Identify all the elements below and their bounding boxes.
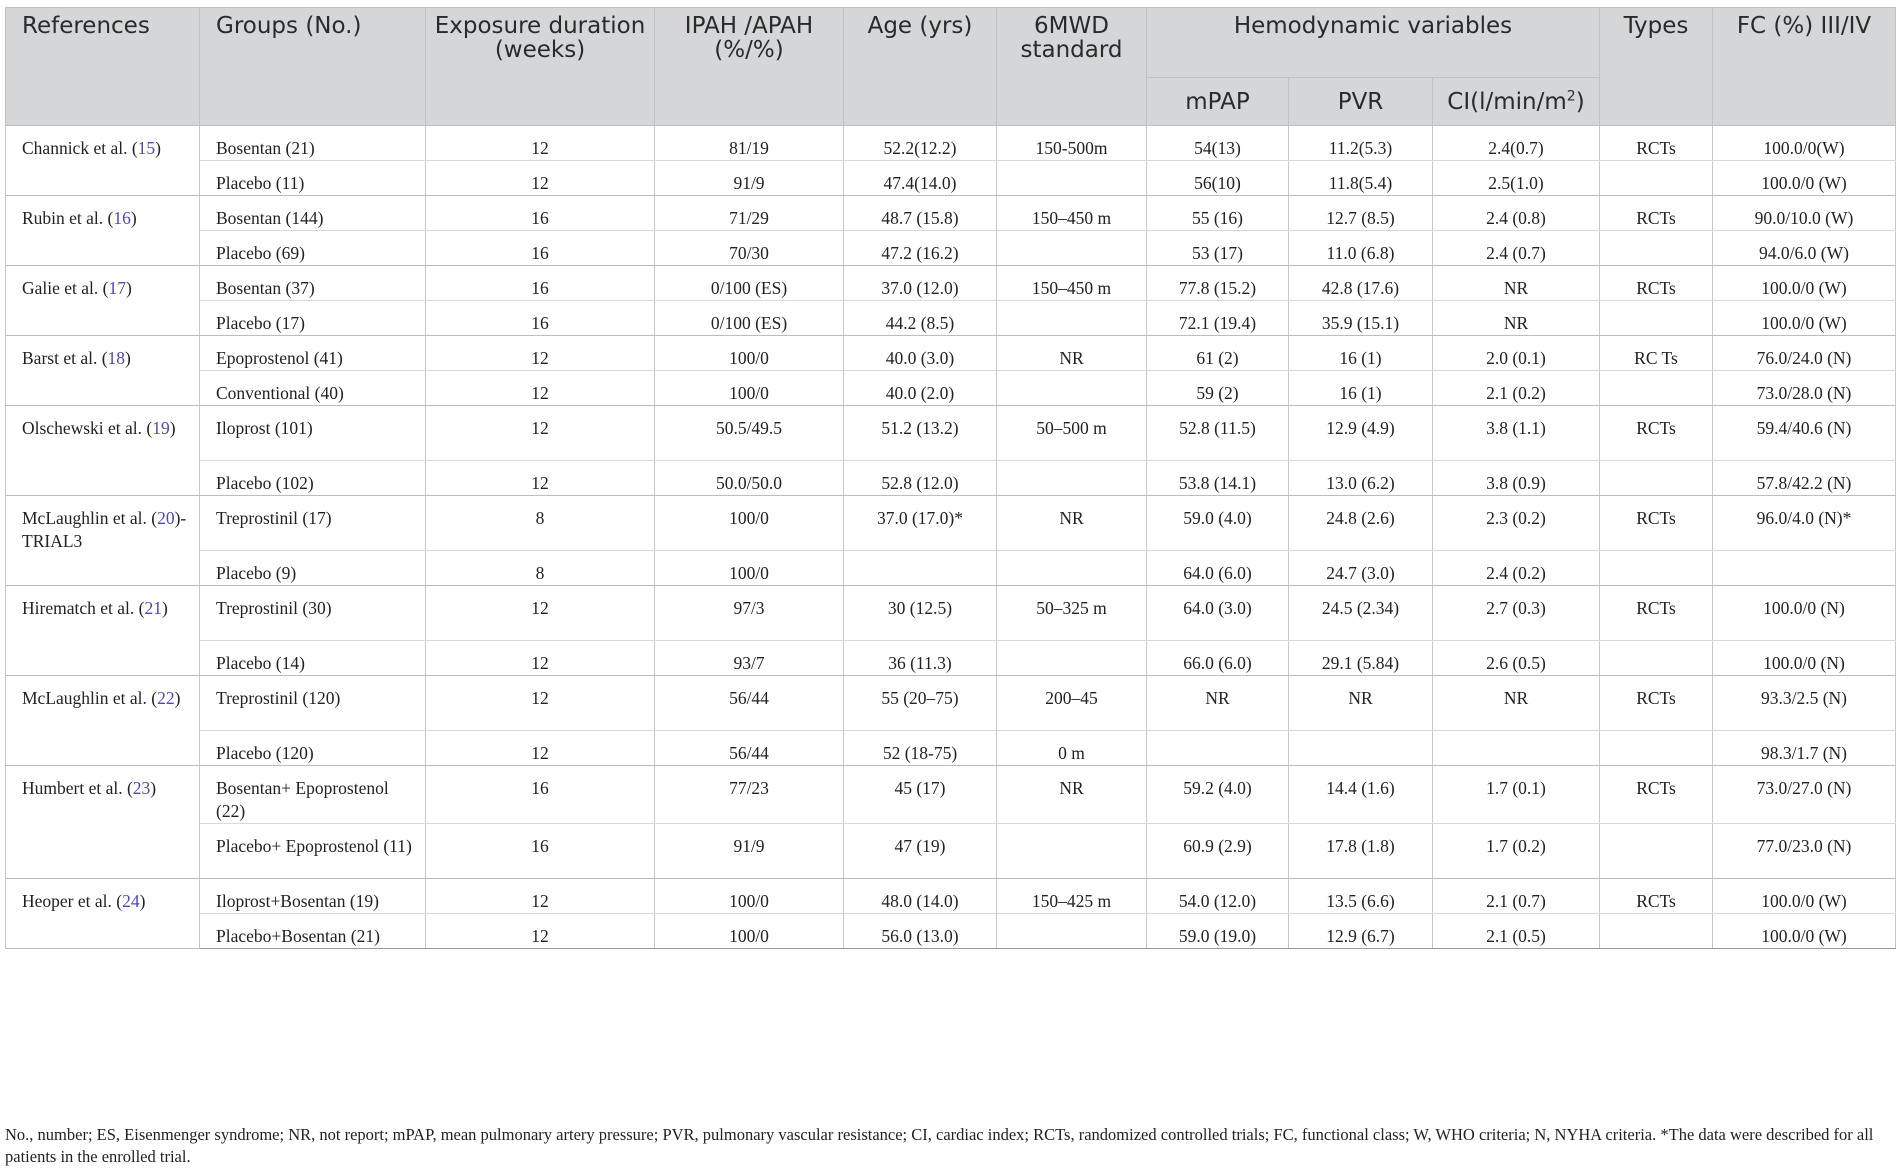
header-fc: FC (%) III/IV — [1713, 8, 1896, 126]
group-cell: Treprostinil (30) — [200, 586, 426, 641]
fc-cell: 77.0/23.0 (N) — [1713, 824, 1896, 879]
fc-cell: 100.0/0 (W) — [1713, 914, 1896, 949]
ci-cell — [1433, 731, 1600, 766]
ci-cell: 2.1 (0.2) — [1433, 371, 1600, 406]
pvr-cell: 42.8 (17.6) — [1289, 266, 1433, 301]
table-row — [6, 766, 1896, 824]
ipah-apah-cell: 71/29 — [655, 196, 844, 231]
types-cell — [1600, 641, 1713, 676]
pvr-cell: 29.1 (5.84) — [1289, 641, 1433, 676]
ipah-apah-cell: 100/0 — [655, 496, 844, 551]
fc-cell: 76.0/24.0 (N) — [1713, 336, 1896, 371]
exposure-cell: 12 — [426, 676, 655, 731]
mpap-cell: 61 (2) — [1147, 336, 1289, 371]
sixmwd-cell — [997, 461, 1147, 496]
mpap-cell: NR — [1147, 676, 1289, 731]
table-row — [6, 196, 1896, 231]
age-cell: 44.2 (8.5) — [844, 301, 997, 336]
exposure-cell: 12 — [426, 731, 655, 766]
group-cell: Placebo+ Epoprostenol (11) — [200, 824, 426, 879]
group-cell: Placebo (9) — [200, 551, 426, 586]
mpap-cell: 54(13) — [1147, 126, 1289, 161]
sixmwd-cell — [997, 371, 1147, 406]
citation-link[interactable]: 21 — [144, 598, 162, 618]
types-cell — [1600, 824, 1713, 879]
sixmwd-cell: 150-500m — [997, 126, 1147, 161]
types-cell: RCTs — [1600, 586, 1713, 641]
reference-cell: Galie et al. (17) — [6, 266, 200, 336]
citation-link[interactable]: 15 — [137, 138, 156, 158]
mpap-cell: 66.0 (6.0) — [1147, 641, 1289, 676]
age-cell: 45 (17) — [844, 766, 997, 824]
table-row — [6, 551, 1896, 586]
header-exposure: Exposure duration (weeks) — [426, 8, 655, 126]
ipah-apah-cell: 97/3 — [655, 586, 844, 641]
exposure-cell: 16 — [426, 196, 655, 231]
age-cell: 55 (20–75) — [844, 676, 997, 731]
reference-cell: Olschewski et al. (19) — [6, 406, 200, 496]
ipah-apah-cell: 56/44 — [655, 731, 844, 766]
mpap-cell: 64.0 (6.0) — [1147, 551, 1289, 586]
pvr-cell: 24.5 (2.34) — [1289, 586, 1433, 641]
ipah-apah-cell: 0/100 (ES) — [655, 301, 844, 336]
exposure-cell: 8 — [426, 496, 655, 551]
table-row — [6, 914, 1896, 949]
exposure-cell: 12 — [426, 641, 655, 676]
types-cell — [1600, 731, 1713, 766]
citation-link[interactable]: 20 — [157, 508, 175, 528]
age-cell: 52 (18-75) — [844, 731, 997, 766]
mpap-cell: 53 (17) — [1147, 231, 1289, 266]
citation-link[interactable]: 18 — [107, 348, 126, 368]
sixmwd-cell: 150–450 m — [997, 196, 1147, 231]
citation-link[interactable]: 16 — [113, 208, 131, 228]
types-cell: RC Ts — [1600, 336, 1713, 371]
age-cell — [844, 551, 997, 586]
mpap-cell: 56(10) — [1147, 161, 1289, 196]
group-cell: Placebo (102) — [200, 461, 426, 496]
ipah-apah-cell: 91/9 — [655, 161, 844, 196]
sixmwd-cell: 150–450 m — [997, 266, 1147, 301]
mpap-cell — [1147, 731, 1289, 766]
ci-cell: 2.7 (0.3) — [1433, 586, 1600, 641]
sixmwd-cell: NR — [997, 336, 1147, 371]
fc-cell: 100.0/0 (W) — [1713, 266, 1896, 301]
age-cell: 47 (19) — [844, 824, 997, 879]
reference-cell: Humbert et al. (23) — [6, 766, 200, 879]
types-cell: RCTs — [1600, 496, 1713, 551]
table-container — [5, 7, 1895, 949]
fc-cell: 100.0/0 (W) — [1713, 301, 1896, 336]
pvr-cell: 13.0 (6.2) — [1289, 461, 1433, 496]
ci-cell: 2.4 (0.8) — [1433, 196, 1600, 231]
age-cell: 48.0 (14.0) — [844, 879, 997, 914]
ipah-apah-cell: 100/0 — [655, 371, 844, 406]
ipah-apah-cell: 100/0 — [655, 336, 844, 371]
fc-cell: 93.3/2.5 (N) — [1713, 676, 1896, 731]
ci-cell: 2.1 (0.5) — [1433, 914, 1600, 949]
group-cell: Placebo+Bosentan (21) — [200, 914, 426, 949]
sixmwd-cell: 150–425 m — [997, 879, 1147, 914]
age-cell: 52.2(12.2) — [844, 126, 997, 161]
mpap-cell: 55 (16) — [1147, 196, 1289, 231]
group-cell: Placebo (14) — [200, 641, 426, 676]
table-row — [6, 676, 1896, 731]
types-cell — [1600, 231, 1713, 266]
exposure-cell: 16 — [426, 231, 655, 266]
exposure-cell: 12 — [426, 161, 655, 196]
header-references: References — [6, 8, 200, 126]
header-6mwd: 6MWD standard — [997, 8, 1147, 126]
group-cell: Bosentan (21) — [200, 126, 426, 161]
ipah-apah-cell: 91/9 — [655, 824, 844, 879]
ci-cell: NR — [1433, 301, 1600, 336]
fc-cell: 73.0/27.0 (N) — [1713, 766, 1896, 824]
sixmwd-cell: NR — [997, 496, 1147, 551]
age-cell: 37.0 (12.0) — [844, 266, 997, 301]
types-cell — [1600, 551, 1713, 586]
age-cell: 40.0 (2.0) — [844, 371, 997, 406]
fc-cell: 59.4/40.6 (N) — [1713, 406, 1896, 461]
group-cell: Treprostinil (17) — [200, 496, 426, 551]
age-cell: 51.2 (13.2) — [844, 406, 997, 461]
pvr-cell: 11.8(5.4) — [1289, 161, 1433, 196]
mpap-cell: 59.0 (4.0) — [1147, 496, 1289, 551]
fc-cell — [1713, 551, 1896, 586]
exposure-cell: 12 — [426, 586, 655, 641]
citation-link[interactable]: 24 — [122, 891, 140, 911]
reference-cell: McLaughlin et al. (22) — [6, 676, 200, 766]
citation-link[interactable]: 19 — [152, 418, 170, 438]
types-cell: RCTs — [1600, 196, 1713, 231]
exposure-cell: 12 — [426, 406, 655, 461]
mpap-cell: 72.1 (19.4) — [1147, 301, 1289, 336]
types-cell — [1600, 301, 1713, 336]
ci-cell: 2.1 (0.7) — [1433, 879, 1600, 914]
mpap-cell: 54.0 (12.0) — [1147, 879, 1289, 914]
group-cell: Placebo (120) — [200, 731, 426, 766]
header-groups: Groups (No.) — [200, 8, 426, 126]
table-row — [6, 641, 1896, 676]
types-cell — [1600, 914, 1713, 949]
mpap-cell: 52.8 (11.5) — [1147, 406, 1289, 461]
sixmwd-cell — [997, 824, 1147, 879]
table-row — [6, 301, 1896, 336]
table-row — [6, 586, 1896, 641]
pvr-cell: 12.9 (4.9) — [1289, 406, 1433, 461]
ci-cell: 2.0 (0.1) — [1433, 336, 1600, 371]
table-row — [6, 406, 1896, 461]
ci-cell: 1.7 (0.1) — [1433, 766, 1600, 824]
pvr-cell: 11.0 (6.8) — [1289, 231, 1433, 266]
group-cell: Iloprost+Bosentan (19) — [200, 879, 426, 914]
ci-cell: 2.6 (0.5) — [1433, 641, 1600, 676]
sixmwd-cell — [997, 641, 1147, 676]
age-cell: 52.8 (12.0) — [844, 461, 997, 496]
header-mpap: mPAP — [1147, 78, 1289, 126]
ipah-apah-cell: 50.5/49.5 — [655, 406, 844, 461]
pvr-cell: 35.9 (15.1) — [1289, 301, 1433, 336]
pvr-cell: 12.7 (8.5) — [1289, 196, 1433, 231]
ipah-apah-cell: 56/44 — [655, 676, 844, 731]
sixmwd-cell: 50–325 m — [997, 586, 1147, 641]
ci-cell: 2.5(1.0) — [1433, 161, 1600, 196]
pvr-cell: 24.8 (2.6) — [1289, 496, 1433, 551]
header-pvr: PVR — [1289, 78, 1433, 126]
mpap-cell: 77.8 (15.2) — [1147, 266, 1289, 301]
mpap-cell: 64.0 (3.0) — [1147, 586, 1289, 641]
fc-cell: 94.0/6.0 (W) — [1713, 231, 1896, 266]
ci-cell: 3.8 (1.1) — [1433, 406, 1600, 461]
age-cell: 47.2 (16.2) — [844, 231, 997, 266]
citation-link[interactable]: 17 — [108, 278, 126, 298]
exposure-cell: 12 — [426, 461, 655, 496]
reference-cell: Rubin et al. (16) — [6, 196, 200, 266]
pvr-cell: 16 (1) — [1289, 371, 1433, 406]
ci-cell: 1.7 (0.2) — [1433, 824, 1600, 879]
types-cell — [1600, 371, 1713, 406]
pvr-cell: 16 (1) — [1289, 336, 1433, 371]
group-cell: Placebo (17) — [200, 301, 426, 336]
citation-link[interactable]: 22 — [157, 688, 175, 708]
reference-cell: Hirematch et al. (21) — [6, 586, 200, 676]
exposure-cell: 8 — [426, 551, 655, 586]
group-cell: Treprostinil (120) — [200, 676, 426, 731]
group-cell: Epoprostenol (41) — [200, 336, 426, 371]
exposure-cell: 12 — [426, 371, 655, 406]
ci-cell: NR — [1433, 676, 1600, 731]
citation-link[interactable]: 23 — [132, 778, 151, 798]
types-cell: RCTs — [1600, 406, 1713, 461]
sixmwd-cell: 200–45 — [997, 676, 1147, 731]
types-cell: RCTs — [1600, 879, 1713, 914]
fc-cell: 100.0/0 (N) — [1713, 586, 1896, 641]
header-age: Age (yrs) — [844, 8, 997, 126]
group-cell: Conventional (40) — [200, 371, 426, 406]
reference-cell: Barst et al. (18) — [6, 336, 200, 406]
reference-cell: Heoper et al. (24) — [6, 879, 200, 949]
ci-cell: 2.3 (0.2) — [1433, 496, 1600, 551]
sixmwd-cell — [997, 301, 1147, 336]
age-cell: 56.0 (13.0) — [844, 914, 997, 949]
exposure-cell: 12 — [426, 336, 655, 371]
age-cell: 40.0 (3.0) — [844, 336, 997, 371]
ci-cell: 3.8 (0.9) — [1433, 461, 1600, 496]
exposure-cell: 16 — [426, 266, 655, 301]
ipah-apah-cell: 100/0 — [655, 914, 844, 949]
exposure-cell: 12 — [426, 126, 655, 161]
header-hemodynamic: Hemodynamic variables — [1147, 8, 1600, 78]
group-cell: Bosentan+ Epoprostenol (22) — [200, 766, 426, 824]
exposure-cell: 16 — [426, 824, 655, 879]
age-cell: 47.4(14.0) — [844, 161, 997, 196]
fc-cell: 100.0/0(W) — [1713, 126, 1896, 161]
table-row — [6, 161, 1896, 196]
ipah-apah-cell: 50.0/50.0 — [655, 461, 844, 496]
table-header — [6, 8, 1896, 126]
mpap-cell: 60.9 (2.9) — [1147, 824, 1289, 879]
pvr-cell: 13.5 (6.6) — [1289, 879, 1433, 914]
group-cell: Placebo (11) — [200, 161, 426, 196]
fc-cell: 100.0/0 (W) — [1713, 161, 1896, 196]
sixmwd-cell — [997, 914, 1147, 949]
header-ci: $CI(l/\min/m^2)$ — [1433, 78, 1600, 126]
sixmwd-cell: 50–500 m — [997, 406, 1147, 461]
mpap-cell: 59 (2) — [1147, 371, 1289, 406]
ipah-apah-cell: 100/0 — [655, 551, 844, 586]
pvr-cell: 17.8 (1.8) — [1289, 824, 1433, 879]
pvr-cell: NR — [1289, 676, 1433, 731]
group-cell: Placebo (69) — [200, 231, 426, 266]
exposure-cell: 16 — [426, 766, 655, 824]
fc-cell: 96.0/4.0 (N)* — [1713, 496, 1896, 551]
types-cell: RCTs — [1600, 266, 1713, 301]
pvr-cell: 11.2(5.3) — [1289, 126, 1433, 161]
fc-cell: 57.8/42.2 (N) — [1713, 461, 1896, 496]
table-footnote: No., number; ES, Eisenmenger syndrome; NR, not report; mPAP, mean pulmonary artery pressure; PVR, pulmonary vascular resistance; CI, cardiac index; RCTs, randomized controlled trials; FC, functional class; W, WHO criteria; N, NYHA criteria. *The data were described for all patients in the enrolled trial. — [5, 1125, 1874, 1166]
fc-cell: 90.0/10.0 (W) — [1713, 196, 1896, 231]
ci-cell: 2.4(0.7) — [1433, 126, 1600, 161]
age-cell: 30 (12.5) — [844, 586, 997, 641]
ipah-apah-cell: 70/30 — [655, 231, 844, 266]
sixmwd-cell — [997, 551, 1147, 586]
types-cell: RCTs — [1600, 126, 1713, 161]
age-cell: 48.7 (15.8) — [844, 196, 997, 231]
reference-cell: Channick et al. (15) — [6, 126, 200, 196]
ci-cell: NR — [1433, 266, 1600, 301]
ipah-apah-cell: 100/0 — [655, 879, 844, 914]
age-cell: 37.0 (17.0)* — [844, 496, 997, 551]
types-cell — [1600, 161, 1713, 196]
data-table — [5, 7, 1896, 949]
exposure-cell: 12 — [426, 879, 655, 914]
table-row — [6, 231, 1896, 266]
ipah-apah-cell: 81/19 — [655, 126, 844, 161]
ci-cell: 2.4 (0.2) — [1433, 551, 1600, 586]
types-cell: RCTs — [1600, 676, 1713, 731]
fc-cell: 98.3/1.7 (N) — [1713, 731, 1896, 766]
table-row — [6, 496, 1896, 551]
table-row — [6, 266, 1896, 301]
pvr-cell: 14.4 (1.6) — [1289, 766, 1433, 824]
types-cell — [1600, 461, 1713, 496]
sixmwd-cell: 0 m — [997, 731, 1147, 766]
header-ipah-apah: IPAH /APAH (%/%) — [655, 8, 844, 126]
table-row — [6, 461, 1896, 496]
table-body — [6, 126, 1896, 949]
mpap-cell: 53.8 (14.1) — [1147, 461, 1289, 496]
fc-cell: 100.0/0 (W) — [1713, 879, 1896, 914]
ipah-apah-cell: 93/7 — [655, 641, 844, 676]
table-row — [6, 126, 1896, 161]
table-row — [6, 879, 1896, 914]
fc-cell: 100.0/0 (N) — [1713, 641, 1896, 676]
table-row — [6, 336, 1896, 371]
fc-cell: 73.0/28.0 (N) — [1713, 371, 1896, 406]
ipah-apah-cell: 0/100 (ES) — [655, 266, 844, 301]
pvr-cell — [1289, 731, 1433, 766]
sixmwd-cell — [997, 231, 1147, 266]
ci-cell: 2.4 (0.7) — [1433, 231, 1600, 266]
reference-cell: McLaughlin et al. (20)-TRIAL3 — [6, 496, 200, 586]
mpap-cell: 59.0 (19.0) — [1147, 914, 1289, 949]
group-cell: Bosentan (144) — [200, 196, 426, 231]
group-cell: Bosentan (37) — [200, 266, 426, 301]
sixmwd-cell — [997, 161, 1147, 196]
header-types: Types — [1600, 8, 1713, 126]
table-row — [6, 731, 1896, 766]
ipah-apah-cell: 77/23 — [655, 766, 844, 824]
group-cell: Iloprost (101) — [200, 406, 426, 461]
sixmwd-cell: NR — [997, 766, 1147, 824]
exposure-cell: 12 — [426, 914, 655, 949]
exposure-cell: 16 — [426, 301, 655, 336]
types-cell: RCTs — [1600, 766, 1713, 824]
pvr-cell: 12.9 (6.7) — [1289, 914, 1433, 949]
table-row — [6, 824, 1896, 879]
table-row — [6, 371, 1896, 406]
pvr-cell: 24.7 (3.0) — [1289, 551, 1433, 586]
age-cell: 36 (11.3) — [844, 641, 997, 676]
mpap-cell: 59.2 (4.0) — [1147, 766, 1289, 824]
